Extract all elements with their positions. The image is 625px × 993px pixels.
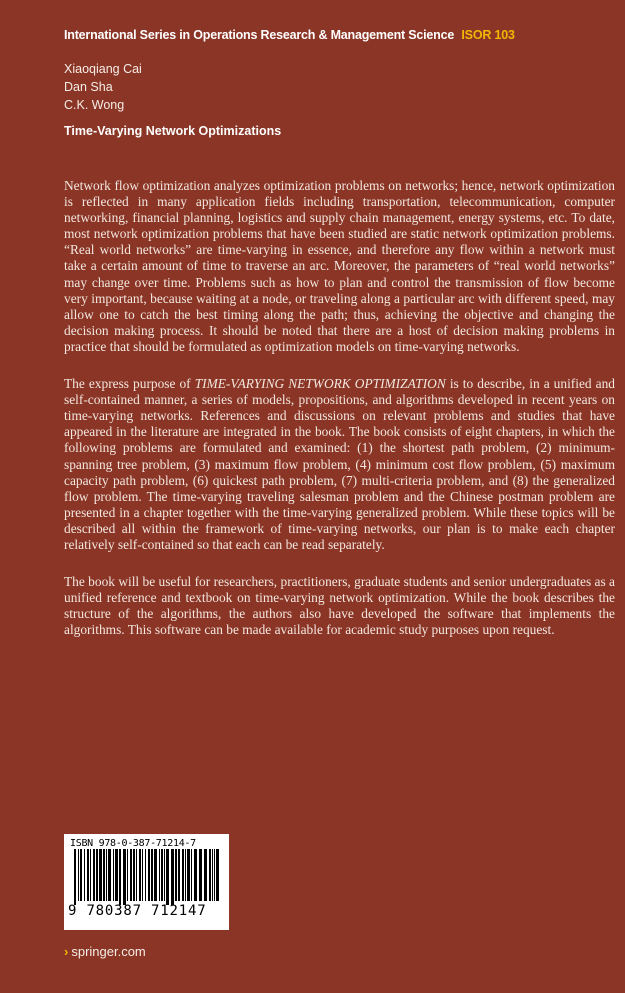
barcode-bar <box>74 849 76 905</box>
barcode-bar <box>96 849 98 901</box>
barcode-bar <box>103 849 105 901</box>
barcode-bar <box>178 849 180 901</box>
barcode-bar <box>133 849 135 901</box>
barcode-bar <box>214 849 215 901</box>
barcode-bar <box>209 849 211 901</box>
series-number: ISOR 103 <box>461 28 515 42</box>
barcode-bar <box>204 849 207 901</box>
barcode-bar <box>161 849 163 901</box>
barcode-bar <box>166 849 169 905</box>
barcode-bar <box>108 849 111 901</box>
series-title <box>64 28 515 42</box>
author-name: C.K. Wong <box>64 98 125 112</box>
barcode-bar <box>175 849 177 901</box>
barcode-bar <box>127 849 128 901</box>
barcode-bar <box>87 849 89 901</box>
book-title-emphasis: TIME-VARYING NETWORK OPTIMIZATION <box>194 376 446 392</box>
barcode-bar <box>159 849 160 901</box>
barcode-bar <box>80 849 82 901</box>
barcode-bar <box>115 849 118 901</box>
author-name: Xiaoqiang Cai <box>64 62 142 76</box>
book-title: Time-Varying Network Optimizations <box>64 124 282 138</box>
barcode-bars <box>72 849 222 905</box>
author-list <box>64 60 142 114</box>
publisher-site: springer.com <box>71 944 146 959</box>
barcode-bar <box>151 849 153 901</box>
barcode-bar <box>78 849 79 901</box>
book-description <box>64 178 615 659</box>
barcode-bar <box>130 849 132 901</box>
description-paragraph-2 <box>64 376 615 553</box>
chevron-right-icon: › <box>64 944 69 959</box>
ean-digits: 9 780387 712147 <box>68 903 207 919</box>
barcode-bar <box>185 849 186 901</box>
barcode-bar <box>145 849 146 901</box>
publisher-link[interactable] <box>64 944 146 959</box>
barcode-bar <box>194 849 197 901</box>
barcode-bar <box>119 849 121 905</box>
barcode-bar <box>113 849 114 901</box>
paragraph-2-rest: is to describe, in a unified and self-contained manner, a series of models, propositions, and algorithms developed in recent years on time-varying networks. References and discussions on relevant problems and studies that have appeared in the literature are integrated in the book. The book consists of eight chapters, in which the following problems are formulated and examined: (1) the shortest path problem, (2) minimum-spanning tree problem, (3) maximum flow problem, (4) minimum cost flow problem, (5) maximum capacity path problem, (6) quickest path problem, (7) multi-criteria problem, and (8) the generalized flow problem. The time-varying traveling salesman problem and the Chinese postman problem are presented in a chapter together with the time-varying generalized problem. While these topics will be described all within the framework of time-varying networks, our plan is to make each chapter relatively self-contained so that each can be read separately. <box>64 376 615 552</box>
barcode-bar <box>139 849 141 901</box>
description-paragraph-1: Network flow optimization analyzes optimization problems on networks; hence, network optimization is reflected in many application fields including transportation, telecommunication, computer networking, financial planning, logistics and supply chain management, energy systems, etc. To date, most network optimization problems that have been studied are static network optimization problems. “Real world networks” are time-varying in essence, and therefore any flow within a network must take a certain amount of time to traverse an arc. Moreover, the parameters of “real world networks” may change over time. Problems such as how to plan and control the transmission of flow become very important, because waiting at a node, or traveling along a particular arc with different speed, may allow one to catch the best timing along the path; thus, achieving the objective and changing the decision making process. It should be noted that there are a host of decision making problems in practice that should be formulated as optimization models on time-varying networks. <box>64 178 615 354</box>
paragraph-2-lead: The express purpose of <box>64 376 195 392</box>
barcode-bar <box>199 849 202 901</box>
barcode-bar <box>216 849 219 901</box>
isbn-number: ISBN 978-0-387-71214-7 <box>70 838 196 849</box>
barcode-bar <box>93 849 95 901</box>
barcode-bar <box>106 849 107 901</box>
description-paragraph-3: The book will be useful for researchers, practitioners, graduate students and senior undergraduates as a unified reference and textbook on time-varying network optimization. While the book describes the structure of the algorithms, the authors also have developed the software that implements the algorithms. This software can be made available for academic study purposes upon request. <box>64 574 615 638</box>
barcode-bar <box>182 849 184 901</box>
author-name: Dan Sha <box>64 80 113 94</box>
barcode-bar <box>99 849 102 901</box>
barcode-bar <box>123 849 126 905</box>
barcode-bar <box>148 849 150 901</box>
barcode-bar <box>142 849 143 901</box>
barcode-bar <box>136 849 137 901</box>
barcode-bar <box>191 849 192 901</box>
barcode-bar <box>90 849 91 901</box>
barcode-bar <box>212 849 213 901</box>
series-name: International Series in Operations Research & Management Science <box>64 28 455 42</box>
barcode-bar <box>171 849 174 905</box>
barcode-bar <box>164 849 165 901</box>
barcode-bar <box>187 849 190 901</box>
barcode-bar <box>84 849 85 901</box>
isbn-barcode <box>64 834 229 930</box>
barcode-bar <box>154 849 157 901</box>
